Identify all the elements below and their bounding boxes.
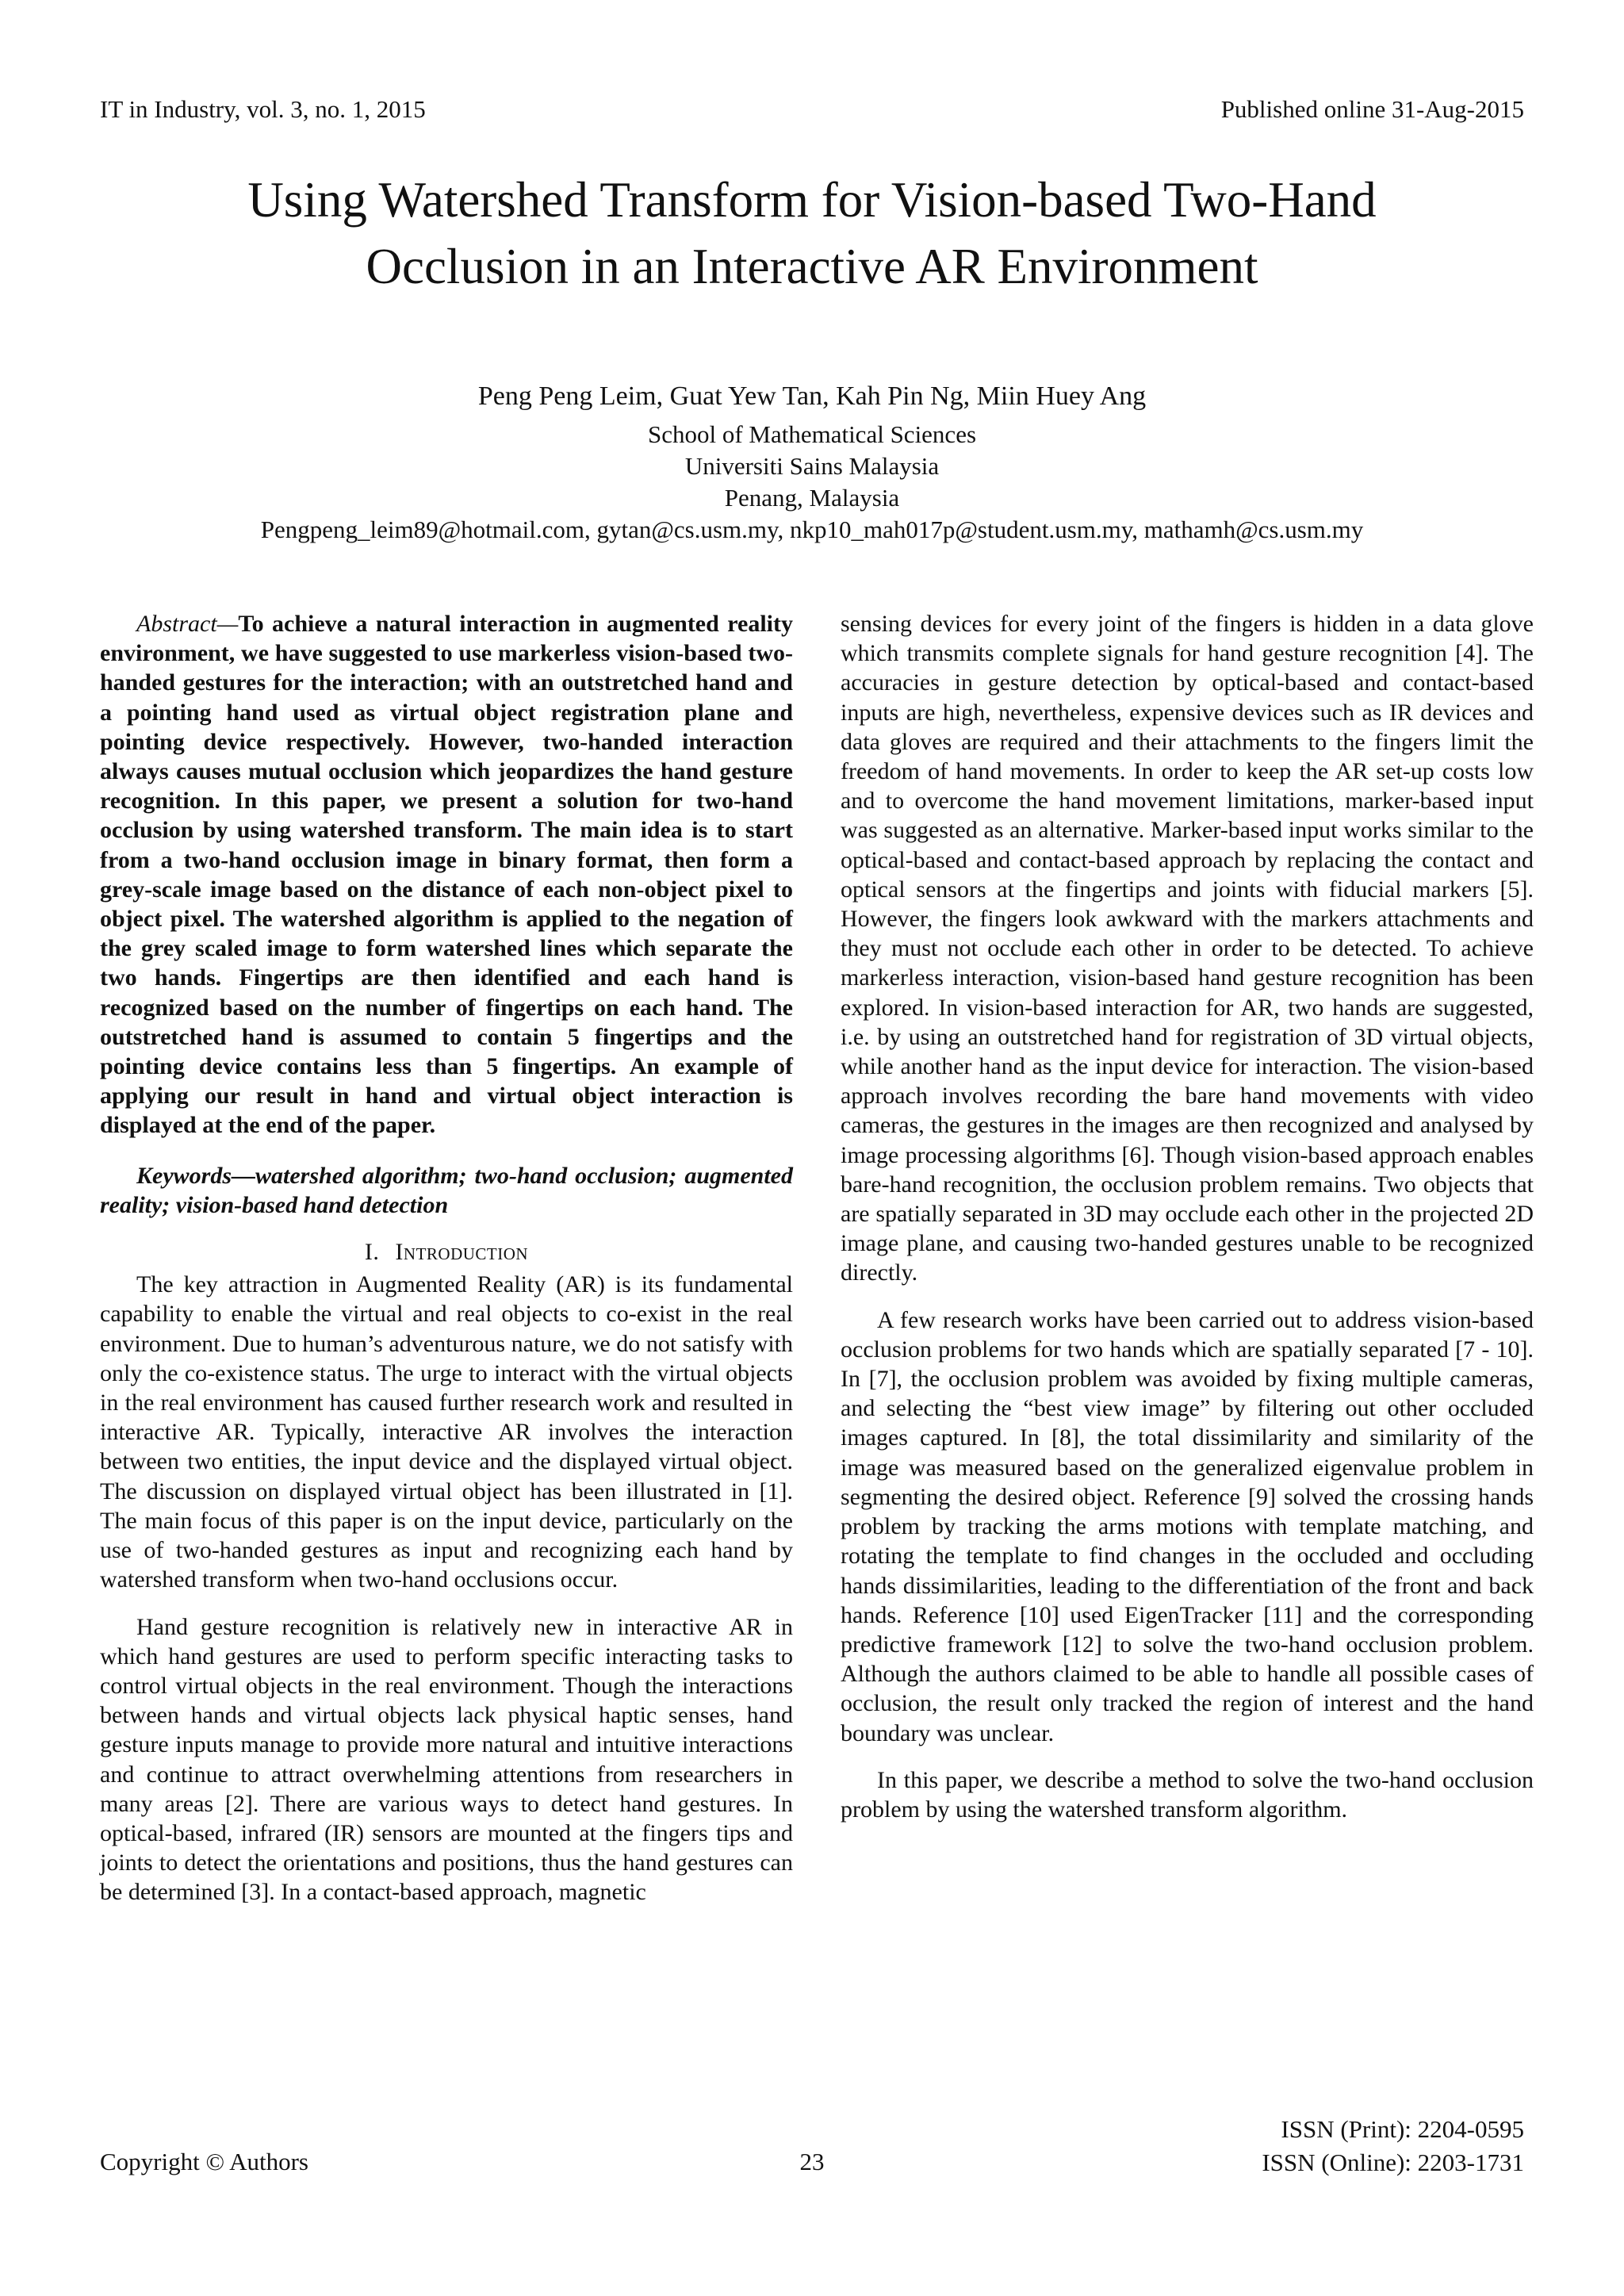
affiliation bbox=[0, 419, 1624, 546]
paper-title bbox=[0, 167, 1624, 300]
published-date: Published online 31-Aug-2015 bbox=[1220, 95, 1524, 123]
affiliation-location: Penang, Malaysia bbox=[724, 484, 900, 512]
copyright: Copyright © Authors bbox=[100, 2148, 308, 2175]
title-line-1: Using Watershed Transform for Vision-based Two-Hand bbox=[247, 172, 1377, 228]
body-paragraph: A few research works have been carried out to address vision-based occlusion problems for two hands which are spatially separated [7 - 10]. In [7], the occlusion problem was avoided by fixing multiple cameras, and selecting the “best view image” by filtering out other occluded images captured. In [8], the total dissimilarity and similarity of the image was measured based on the generalized eigenvalue problem in segmenting the desired object. Reference [9] solved the crossing hands problem by tracking the arms motions with template matching, and rotating the template to find changes in the occluded and occluding hands dissimilarities, leading to the differentiation of the front and back hands. Reference [10] used EigenTracker [11] and the corresponding predictive framework [12] to solve the two-hand occlusion problem. Although the authors claimed to be able to handle all possible cases of occlusion, the result only tracked the region of interest and the hand boundary was unclear. bbox=[841, 1306, 1534, 1746]
author-list: Peng Peng Leim, Guat Yew Tan, Kah Pin Ng, Miin Huey Ang bbox=[477, 381, 1147, 411]
body-paragraph: sensing devices for every joint of the fingers is hidden in a data glove which transmits complete signals for hand gesture recognition [4]. The accuracies in gesture detection by optical-based and contact-based inputs are high, nevertheless, expensive devices such as IR devices and data gloves are required and their attachments to the fingers limit the freedom of hand movements. In order to keep the AR set-up costs low and to overcome the hand movement limitations, marker-based input was suggested as an alternative. Marker-based input works similar to the optical-based and contact-based approach by replacing the contact and optical sensors at the fingertips and joints with fiducial markers [5]. However, the fingers look awkward with the markers attachments and they must not occlude each other in order to be detected. To achieve markerless interaction, vision-based hand gesture recognition has been explored. In vision-based interaction for AR, two hands are suggested, i.e. by using an outstretched hand for registration of 3D virtual objects, while another hand as the input device for interaction. The vision-based approach involves recording the bare hand movements with video cameras, the gestures in the images are then recognized and analysed by image processing algorithms [6]. Though vision-based approach enables bare-hand recognition, the occlusion problem remains. Two objects that are spatially separated in 3D may occlude each other in the projected 2D image plane, and causing two-handed gestures unable to be recognized directly. bbox=[841, 611, 1534, 1286]
body-paragraph: In this paper, we describe a method to solve the two-hand occlusion problem by using the watershed transform algorithm. bbox=[841, 1766, 1534, 1823]
issn-print: ISSN (Print): 2204-0595 bbox=[1281, 2115, 1524, 2143]
section-title: Introduction bbox=[395, 1239, 529, 1266]
section-number: I. bbox=[364, 1239, 380, 1266]
abstract bbox=[100, 609, 793, 1140]
issn-online: ISSN (Online): 2203-1731 bbox=[1262, 2148, 1524, 2176]
author-emails: Pengpeng_leim89@hotmail.com, gytan@cs.usm.my, nkp10_mah017p@student.usm.my, mathamh@cs.usm.my bbox=[260, 516, 1364, 543]
body-paragraph: Hand gesture recognition is relatively new in interactive AR in which hand gestures are used to perform specific interacting tasks to control virtual objects in the real environment. Though the interactions between hands and virtual objects lack physical haptic senses, hand gesture inputs manage to provide more natural and intuitive interactions and continue to attract overwhelming attentions from researchers in many areas [2]. There are various ways to detect hand gestures. In optical-based, infrared (IR) sensors are mounted at the fingers tips and joints to detect the orientations and positions, thus the hand gestures can be determined [3]. In a contact-based approach, magnetic bbox=[100, 1613, 793, 1906]
affiliation-school: School of Mathematical Sciences bbox=[647, 420, 977, 448]
abstract-text: To achieve a natural interaction in augmented reality environment, we have suggested to use markerless vision-based two-handed gestures for the interaction; with an outstretched hand and a pointing hand used as virtual object registration plane and pointing device respectively. However, two-handed interaction always causes mutual occlusion which jeopardizes the hand gesture recognition. In this paper, we present a solution for two-hand occlusion by using watershed transform. The main idea is to start from a two-hand occlusion image in binary format, then form a grey-scale image based on the distance of each non-object pixel to object pixel. The watershed algorithm is applied to the negation of the grey scaled image to form watershed lines which separate the two hands. Fingertips are then identified and each hand is recognized based on the number of fingertips on each hand. The outstretched hand is assumed to contain 5 fingertips and the pointing device contains less than 5 fingertips. An example of applying our result in hand and virtual object interaction is displayed at the end of the paper. bbox=[100, 611, 793, 1139]
body-paragraph: The key attraction in Augmented Reality (AR) is its fundamental capability to enable the virtual and real objects to co-exist in the real environment. Due to human’s adventurous nature, we do not satisfy with only the co-existence status. The urge to interact with the virtual objects in the real environment has caused further research work and resulted in interactive AR. Typically, interactive AR involves the interaction between two entities, the input device and the displayed virtual object. The discussion on displayed virtual object has been illustrated in [1]. The main focus of this paper is on the input device, particularly on the use of two-handed gestures as input and recognizing each hand by watershed transform when two-hand occlusions occur. bbox=[100, 1271, 793, 1593]
title-line-2: Occlusion in an Interactive AR Environment bbox=[366, 239, 1258, 294]
abstract-label: Abstract— bbox=[136, 611, 239, 637]
left-column bbox=[100, 609, 793, 1907]
right-column bbox=[841, 609, 1534, 1824]
journal-header: IT in Industry, vol. 3, no. 1, 2015 bbox=[100, 95, 426, 123]
keywords: Keywords—watershed algorithm; two-hand occlusion; augmented reality; vision-based hand detection bbox=[100, 1162, 793, 1218]
affiliation-university: Universiti Sains Malaysia bbox=[684, 452, 940, 480]
section-heading-introduction bbox=[100, 1237, 793, 1267]
page-number: 23 bbox=[799, 2148, 825, 2175]
issn-block bbox=[1262, 2113, 1524, 2179]
